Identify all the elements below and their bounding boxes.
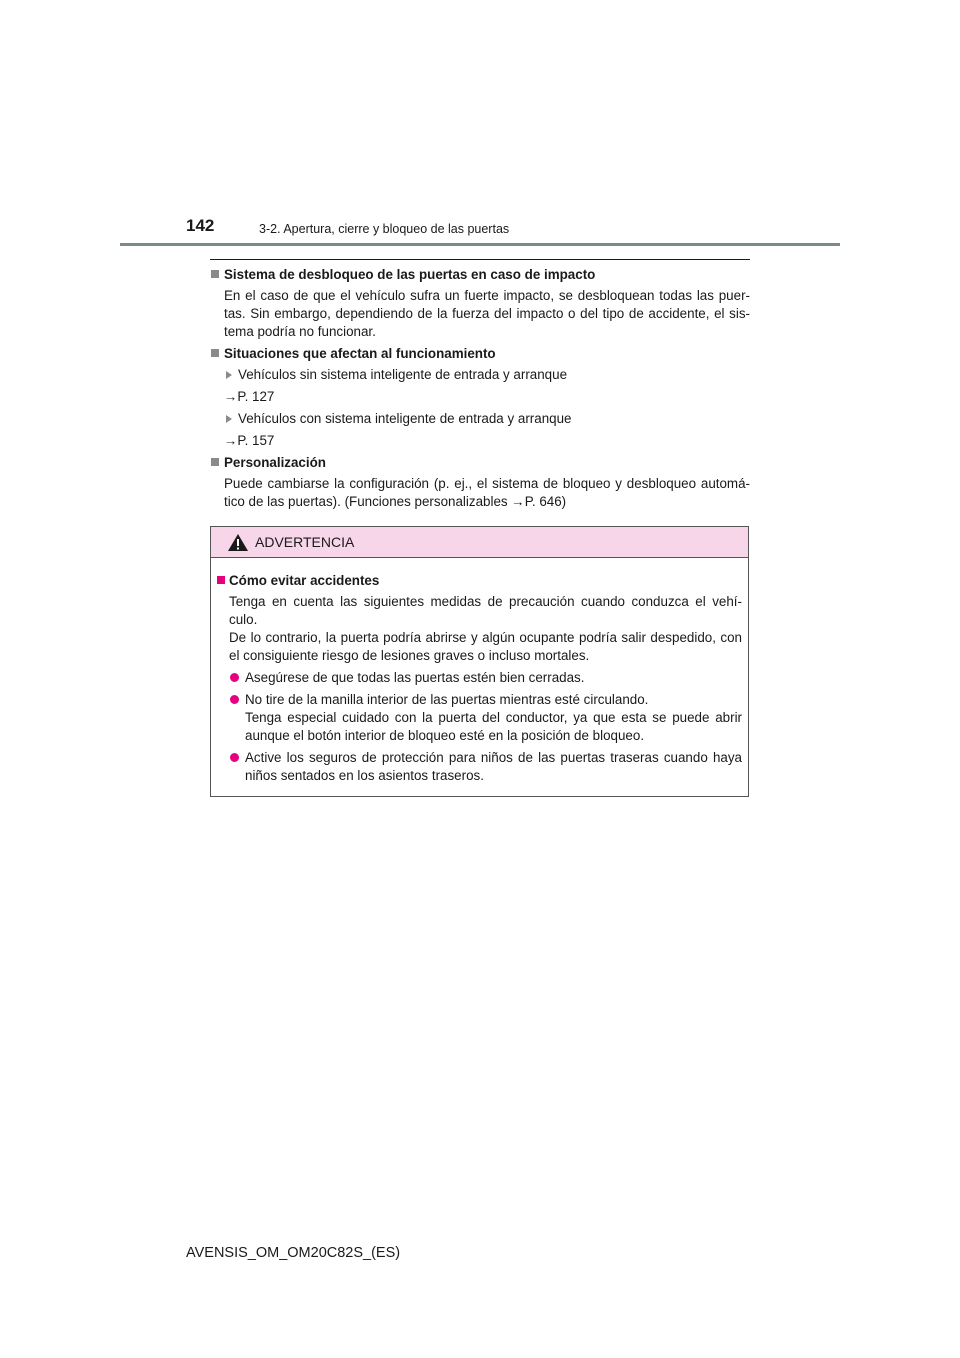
content-rule bbox=[210, 259, 750, 260]
warning-header bbox=[211, 527, 748, 558]
section-heading bbox=[210, 266, 750, 284]
section-personalization bbox=[210, 454, 750, 511]
triangle-arrow-icon bbox=[226, 415, 232, 423]
warning-box bbox=[210, 526, 749, 797]
warning-bullet bbox=[215, 749, 742, 785]
section-impact-unlock bbox=[210, 266, 750, 341]
text-line: En el caso de que el vehículo sufra un fuerte impacto, se desbloquean todas las puer- bbox=[224, 288, 750, 303]
warning-bullet bbox=[215, 691, 742, 745]
warning-bullet bbox=[215, 669, 742, 687]
main-content bbox=[210, 266, 750, 515]
section-heading-text: Situaciones que afectan al funcionamiento bbox=[224, 346, 496, 361]
sub-item-label: Vehículos con sistema inteligente de entrada y arranque bbox=[238, 411, 572, 426]
warning-title: ADVERTENCIA bbox=[255, 534, 355, 550]
bullet-text: Asegúrese de que todas las puertas estén bien cerradas. bbox=[245, 670, 585, 685]
section-heading-text: Sistema de desbloqueo de las puertas en caso de impacto bbox=[224, 267, 596, 282]
triangle-arrow-icon bbox=[226, 371, 232, 379]
page-reference[interactable]: →P. 157 bbox=[224, 433, 275, 448]
page-reference[interactable]: →P. 127 bbox=[224, 389, 275, 404]
square-bullet-icon bbox=[211, 270, 219, 278]
footer-doc-code: AVENSIS_OM_OM20C82S_(ES) bbox=[186, 1245, 401, 1261]
section-paragraph bbox=[210, 475, 750, 511]
page-number: 142 bbox=[186, 216, 215, 235]
header-rule bbox=[120, 243, 840, 246]
warning-heading bbox=[215, 572, 742, 590]
circle-bullet-icon bbox=[230, 695, 239, 704]
square-bullet-icon bbox=[217, 576, 225, 584]
warning-triangle-icon bbox=[227, 533, 249, 557]
section-paragraph bbox=[210, 287, 750, 341]
sub-item-label: Vehículos sin sistema inteligente de entrada y arranque bbox=[238, 367, 568, 382]
section-header: 3-2. Apertura, cierre y bloqueo de las puertas bbox=[259, 222, 510, 236]
square-bullet-icon bbox=[211, 458, 219, 466]
text-line: tas. Sin embargo, dependiendo de la fuerza del impacto o del tipo de accidente, el sis- bbox=[224, 306, 750, 321]
square-bullet-icon bbox=[211, 349, 219, 357]
text-line: Tenga en cuenta las siguientes medidas de precaución cuando conduzca el vehí- bbox=[229, 594, 742, 609]
section-heading bbox=[210, 345, 750, 363]
bullet-text: niños sentados en los asientos traseros. bbox=[245, 768, 484, 783]
warning-intro bbox=[215, 593, 742, 665]
warning-heading-text: Cómo evitar accidentes bbox=[229, 573, 380, 588]
text-line: De lo contrario, la puerta podría abrirse y algún ocupante podría salir despedido, con bbox=[229, 630, 742, 645]
section-operation-situations bbox=[210, 345, 750, 450]
bullet-text: No tire de la manilla interior de las puertas mientras esté circulando. bbox=[245, 692, 649, 707]
circle-bullet-icon bbox=[230, 753, 239, 762]
bullet-text: Tenga especial cuidado con la puerta del conductor, ya que esta se puede abrir bbox=[245, 710, 742, 725]
warning-body bbox=[211, 558, 748, 785]
section-heading bbox=[210, 454, 750, 472]
text-line: tico de las puertas). (Funciones personalizables →P. 646) bbox=[224, 494, 567, 509]
text-line: Puede cambiarse la configuración (p. ej., el sistema de bloqueo y desbloqueo automá- bbox=[224, 476, 750, 491]
text-line: tema podría no funcionar. bbox=[224, 324, 376, 339]
text-line: culo. bbox=[229, 612, 258, 627]
sub-item bbox=[210, 410, 750, 428]
circle-bullet-icon bbox=[230, 673, 239, 682]
bullet-text: aunque el botón interior de bloqueo esté en la posición de bloqueo. bbox=[245, 728, 645, 743]
bullet-text: Active los seguros de protección para niños de las puertas traseras cuando haya bbox=[245, 750, 742, 765]
text-line: el consiguiente riesgo de lesiones graves o incluso mortales. bbox=[229, 648, 590, 663]
section-heading-text: Personalización bbox=[224, 455, 326, 470]
sub-item bbox=[210, 366, 750, 384]
